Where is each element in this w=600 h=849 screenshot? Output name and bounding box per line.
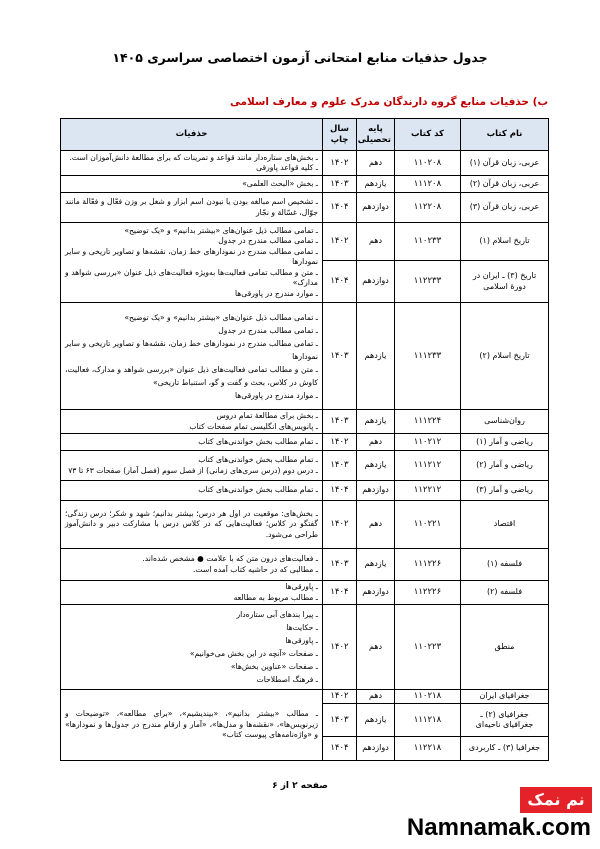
book-code-cell: ۱۱۲۲۰۸	[395, 193, 461, 223]
grade-cell: دوازدهم	[357, 481, 395, 501]
print-year-cell: ۱۴۰۲	[323, 151, 357, 176]
deletion-item: ـ متن و مطالب تمامی فعالیت‌های ذیل عنوان «بررسی شواهد و مدارک، فعالیت، کاوش در کلاس، بحث و گفت و گو، استنباط تاریخی»	[65, 364, 318, 387]
print-year-cell: ۱۴۰۳	[323, 303, 357, 410]
deletion-item: ـ تمامی مطالب مندرج در جدول	[218, 236, 318, 246]
table-header-row	[61, 119, 549, 151]
deletion-item: ـ تمام مطالب بخش خواندنی‌های کتاب	[198, 455, 318, 464]
deletion-item: ـ موارد مندرج در پاورقی‌ها	[234, 390, 318, 400]
grade-cell: یازدهم	[357, 549, 395, 581]
deletions-cell	[61, 176, 323, 193]
book-code-cell: ۱۱۱۲۱۸	[395, 704, 461, 737]
grade-cell: یازدهم	[357, 176, 395, 193]
deletion-item: ـ درس دوم (درس سری‌های زمانی) از فصل سوم (فصل آمار) صفحات ۶۳ تا ۷۳	[68, 465, 318, 475]
deletions-cell	[61, 605, 323, 690]
table-row	[61, 303, 549, 410]
table-row	[61, 434, 549, 451]
brand-logo: نم نمک	[520, 787, 592, 813]
deletions-cell	[61, 434, 323, 451]
header-book-name: نام کتاب	[461, 119, 549, 151]
deletion-item: ـ پانویس‌های انگلیسی تمام صفحات کتاب	[189, 421, 318, 431]
deletion-item: ـ مطالب «بیشتر بدانیم»، «بیندیشیم»، «برای مطالعه»، «توضیحات و زیرنویس‌ها»، «نقشه‌ها و مدل‌ها»، «آمار و ارقام مندرج در جدول‌ها و نمودارها» و «واژه‌نامه‌های پیوست کتاب»	[65, 709, 318, 740]
grade-cell: دوازدهم	[357, 737, 395, 761]
brand-website: Namnamak.com	[406, 814, 591, 841]
book-name-cell: جغرافیای ایران	[461, 690, 549, 704]
deletion-item: ـ تمامی مطالب ذیل عنوان‌های «بیشتر بدانیم» و «یک توضیح»	[124, 225, 318, 235]
deletion-item: ـ تمامی مطالب مندرج در جدول	[218, 325, 318, 335]
book-code-cell: ۱۱۰۲۳۳	[395, 223, 461, 261]
table-row	[61, 451, 549, 481]
print-year-cell: ۱۴۰۲	[323, 223, 357, 261]
book-code-cell: ۱۱۰۲۲۱	[395, 501, 461, 549]
book-name-cell: تاریخ (۳) ـ ایران در دورهٔ اسلامی	[461, 261, 549, 303]
deletion-item: ـ فعالیت‌های درون متن که با علامت ● مشخص شده‌اند.	[142, 554, 318, 563]
grade-cell: دهم	[357, 501, 395, 549]
book-code-cell: ۱۱۱۲۳۳	[395, 303, 461, 410]
table-row	[61, 501, 549, 549]
deletion-item: ـ بخش‌های ستاره‌دار مانند قواعد و تمرینات که برای مطالعهٔ دانش‌آموزان است.	[69, 152, 318, 162]
book-code-cell: ۱۱۲۲۲۶	[395, 581, 461, 605]
book-name-cell: ریاضی و آمار (۳)	[461, 481, 549, 501]
table-row	[61, 223, 549, 261]
book-name-cell: فلسفه (۲)	[461, 581, 549, 605]
table-row	[61, 581, 549, 605]
deletions-table	[60, 118, 549, 761]
deletion-item: ـ تمامی مطالب مندرج در نمودارهای خط زمان، نقشه‌ها و تصاویر تاریخی و سایر نمودارها	[65, 246, 318, 267]
grade-cell: دوازدهم	[357, 581, 395, 605]
grade-cell: یازدهم	[357, 303, 395, 410]
grade-cell: یازدهم	[357, 704, 395, 737]
deletions-cell	[61, 481, 323, 501]
print-year-cell: ۱۴۰۳	[323, 704, 357, 737]
print-year-cell: ۱۴۰۴	[323, 737, 357, 761]
header-grade: پایه تحصیلی	[357, 119, 395, 151]
table-row	[61, 410, 549, 434]
deletion-item: ـ صفحات «آنچه در این بخش می‌خوانیم»	[189, 649, 318, 658]
deletion-item: ـ مطالب مربوط به مطالعه	[233, 592, 318, 602]
deletions-cell	[61, 410, 323, 434]
book-name-cell: فلسفه (۱)	[461, 549, 549, 581]
book-code-cell: ۱۱۰۲۱۸	[395, 690, 461, 704]
deletions-cell	[61, 193, 323, 223]
grade-cell: دهم	[357, 605, 395, 690]
deletions-cell	[61, 501, 323, 549]
deletions-cell	[61, 581, 323, 605]
book-code-cell: ۱۱۱۲۱۲	[395, 451, 461, 481]
table-row	[61, 690, 549, 704]
book-name-cell: اقتصاد	[461, 501, 549, 549]
deletion-item: ـ حکایت‌ها	[286, 623, 318, 632]
book-code-cell: ۱۱۲۲۱۲	[395, 481, 461, 501]
deletion-item: ـ پاورقی‌ها	[285, 582, 318, 591]
print-year-cell: ۱۴۰۴	[323, 261, 357, 303]
print-year-cell: ۱۴۰۲	[323, 605, 357, 690]
book-code-cell: ۱۱۰۲۱۲	[395, 434, 461, 451]
deletion-item: ـ مطالبی که در حاشیه کتاب آمده است.	[193, 564, 318, 574]
table-row	[61, 151, 549, 176]
print-year-cell: ۱۴۰۳	[323, 549, 357, 581]
table-row	[61, 176, 549, 193]
print-year-cell: ۱۴۰۴	[323, 481, 357, 501]
deletion-item: ـ تمام مطالب بخش خواندنی‌های کتاب	[198, 436, 318, 446]
grade-cell: دهم	[357, 690, 395, 704]
print-year-cell: ۱۴۰۳	[323, 176, 357, 193]
book-name-cell: عربی، زبان قرآن (۱)	[461, 151, 549, 176]
deletion-item: ـ بخش «البحث العلمی»	[242, 178, 318, 188]
deletions-cell	[61, 151, 323, 176]
grade-cell: یازدهم	[357, 410, 395, 434]
book-code-cell: ۱۱۱۲۲۴	[395, 410, 461, 434]
book-code-cell: ۱۱۰۲۲۳	[395, 605, 461, 690]
deletion-item: ـ تمامی مطالب ذیل عنوان‌های «بیشتر بدانیم» و «یک توضیح»	[124, 312, 318, 322]
table-row	[61, 605, 549, 690]
book-name-cell: جغرافیا (۳) ـ کاربردی	[461, 737, 549, 761]
grade-cell: دهم	[357, 151, 395, 176]
header-deletions: حذفیات	[61, 119, 323, 151]
book-code-cell: ۱۱۱۲۲۶	[395, 549, 461, 581]
deletion-item: ـ موارد مندرج در پاورقی‌ها	[234, 288, 318, 298]
book-name-cell: ریاضی و آمار (۲)	[461, 451, 549, 481]
header-book-code: کد کتاب	[395, 119, 461, 151]
section-heading: ب) حذفیات منابع گروه دارندگان مدرک علوم و معارف اسلامی	[229, 96, 548, 108]
deletion-item: ـ متن و مطالب تمامی فعالیت‌ها به‌ویژه فعالیت‌های ذیل عنوان «بررسی شواهد و مدارک»	[65, 267, 318, 288]
book-name-cell: تاریخ اسلام (۱)	[461, 223, 549, 261]
deletion-item: ـ تمام مطالب بخش خواندنی‌های کتاب	[198, 485, 318, 495]
deletions-cell	[61, 690, 323, 761]
book-code-cell: ۱۱۲۲۱۸	[395, 737, 461, 761]
header-print-year: سال چاپ	[323, 119, 357, 151]
book-code-cell: ۱۱۱۲۰۸	[395, 176, 461, 193]
print-year-cell: ۱۴۰۲	[323, 690, 357, 704]
table-row	[61, 481, 549, 501]
deletions-cell	[61, 223, 323, 303]
print-year-cell: ۱۴۰۴	[323, 581, 357, 605]
book-name-cell: منطق	[461, 605, 549, 690]
book-name-cell: جغرافیای (۲) ـ جغرافیای ناحیه‌ای	[461, 704, 549, 737]
print-year-cell: ۱۴۰۴	[323, 193, 357, 223]
book-name-cell: عربی، زبان قرآن (۲)	[461, 176, 549, 193]
deletions-cell	[61, 451, 323, 481]
deletions-cell	[61, 549, 323, 581]
book-code-cell: ۱۱۲۲۳۳	[395, 261, 461, 303]
table-row	[61, 549, 549, 581]
deletion-item: ـ بخش‌های: موقعیت در اول هر درس؛ بیشتر بدانیم؛ شهد و شکر؛ درس زندگی؛ گفتگو در کلاس؛ فعالیت‌هایی که در کلاس درس با مشارکت دبیر و دانش‌آموز طراحی می‌شود.	[65, 508, 318, 539]
grade-cell: دوازدهم	[357, 193, 395, 223]
book-name-cell: ریاضی و آمار (۱)	[461, 434, 549, 451]
book-code-cell: ۱۱۰۲۰۸	[395, 151, 461, 176]
deletion-item: ـ صفحات «عناوین بخش‌ها»	[230, 662, 318, 671]
grade-cell: یازدهم	[357, 451, 395, 481]
table-row	[61, 193, 549, 223]
page-number: صفحه ۲ از ۶	[272, 781, 328, 791]
grade-cell: دوازدهم	[357, 261, 395, 303]
print-year-cell: ۱۴۰۲	[323, 501, 357, 549]
deletion-item: ـ تشخیص اسم مبالغه بودن یا نبودن اسم ابزار و شغل بر وزن فعّال و فعّالة مانند جوّال، غسّالة و نجّار	[65, 197, 318, 217]
deletion-item: ـ تمامی مطالب مندرج در نمودارهای خط زمان، نقشه‌ها و تصاویر تاریخی و سایر نمودارها	[65, 338, 318, 361]
deletion-item: ـ پاورقی‌ها	[285, 636, 318, 645]
print-year-cell: ۱۴۰۳	[323, 410, 357, 434]
document-title: جدول حذفیات منابع امتحانی آزمون اختصاصی سراسری ۱۴۰۵	[112, 50, 488, 65]
deletion-item: ـ پیرا بندهای آبی ستاره‌دار	[236, 610, 318, 619]
print-year-cell: ۱۴۰۳	[323, 451, 357, 481]
grade-cell: دهم	[357, 434, 395, 451]
deletion-item: ـ فرهنگ اصطلاحات	[256, 675, 318, 684]
deletion-item: ـ بخش برای مطالعهٔ تمام دروس	[216, 411, 318, 420]
book-name-cell: عربی، زبان قرآن (۳)	[461, 193, 549, 223]
grade-cell: دهم	[357, 223, 395, 261]
book-name-cell: تاریخ اسلام (۲)	[461, 303, 549, 410]
book-name-cell: روان‌شناسی	[461, 410, 549, 434]
deletions-cell	[61, 303, 323, 410]
print-year-cell: ۱۴۰۲	[323, 434, 357, 451]
deletion-item: ـ کلیه قواعد پاورقی	[256, 163, 318, 172]
